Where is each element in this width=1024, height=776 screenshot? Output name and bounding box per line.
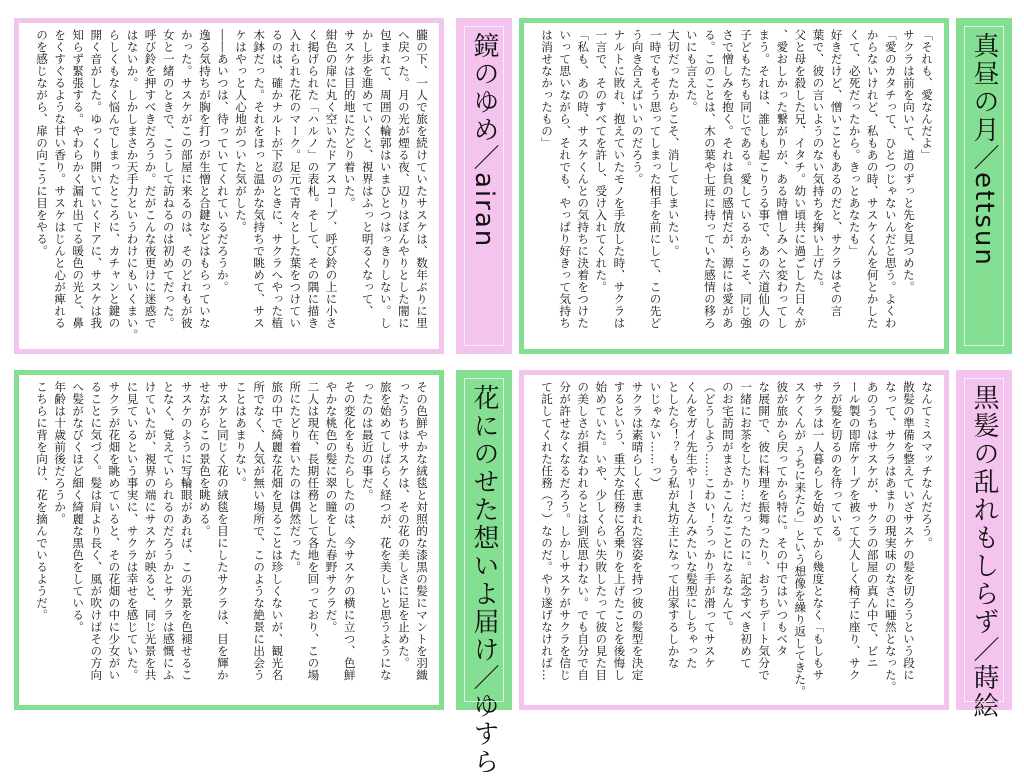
text-line: その色鮮やかな絨毯と対照的な漆黒の髪にマントを羽織 bbox=[415, 381, 429, 681]
text-line: の美しさが損なわれるとは到底思わない。でも自分で自 bbox=[576, 381, 591, 681]
text-line: 所でなく、人気が無い場所で、このような絶景に出会う bbox=[252, 381, 267, 681]
text-line: なんてミスマッチなんだろう。 bbox=[920, 381, 934, 549]
text-line: ったうちはサスケは、その花の美しさに足を止めた。 bbox=[396, 381, 411, 669]
text-line: いって思いながら、それでも、やっぱり好きって気持ち bbox=[558, 29, 573, 329]
panel-top-right-title-tab bbox=[956, 18, 1012, 354]
text-line: ナルトに敗れ、抱えていたモノを手放した時、サクラは bbox=[612, 29, 627, 329]
panel-top-right-body bbox=[538, 29, 936, 345]
text-line: からないけれど、私もあの時、サスケくんを何とかした bbox=[865, 29, 880, 329]
text-line: 木鉢だった。それをほっと温かな気持ちで眺めて、サス bbox=[252, 29, 267, 329]
text-line: ケはやっと人心地がついた気がした。 bbox=[234, 29, 249, 233]
text-line: あのうちはサスケが、サクラの部屋の真ん中で、ビニ bbox=[865, 381, 880, 669]
text-line: スケくんが うちに来たら」という想像を繰り返してきた。 bbox=[793, 381, 808, 698]
text-line: さで憎しみを抱く。それは負の感情だが、源には愛があ bbox=[720, 29, 735, 329]
text-line: 一緒にお茶をしたり…だったのに。記念すべき初めて bbox=[739, 381, 754, 669]
text-line: サスケは目的地にたどり着いた。 bbox=[342, 29, 357, 209]
text-line: ったのは最近の事だ。 bbox=[360, 381, 375, 501]
text-line: くんをガイ先生やリーさんみたいな髪型にしちゃった bbox=[684, 381, 699, 669]
panel-top-left-frame bbox=[14, 18, 444, 354]
text-line: 「愛のカタチって、ひとつじゃないんだと思う。よくわ bbox=[883, 29, 898, 329]
text-line: サクラは前を向いて、道のずっと先を見つめた。 bbox=[901, 29, 916, 293]
text-line: に見ているという事実に、サクラは幸せを感じていた。 bbox=[125, 381, 140, 681]
text-line: けていたが、視界の端にサスケが映ると、同じ光景を共 bbox=[143, 381, 158, 681]
panel-top-right-title: 真昼の月／ettsun bbox=[969, 32, 999, 267]
text-line: なって、サクラはあまりの現実味のなさに唖然となった。 bbox=[883, 381, 898, 693]
text-line: 所にたどり着いたのは偶然だった。 bbox=[288, 381, 303, 573]
text-line: こちらに背を向け、花を摘んでいるようだ。 bbox=[35, 381, 50, 621]
text-line: ことはあまりない。 bbox=[234, 381, 249, 489]
text-line: いにも言えた。 bbox=[684, 29, 699, 113]
text-line: するという、重大な任務に名乗りを上げたことを後悔し bbox=[612, 381, 627, 681]
text-line: 逸る気持ちが胸を打つが生憎と合鍵などはもらっていな bbox=[197, 29, 212, 329]
text-line: く掲げられた「ハルノ」の表札。そして、その隅に描き bbox=[306, 29, 321, 329]
panel-top-left-body bbox=[33, 29, 431, 345]
text-line: としたら！？もう私が丸坊主になって出家するしかな bbox=[666, 381, 681, 669]
text-line: るのは、確かナルトが下忍のときに、サクラへやった植 bbox=[270, 29, 285, 329]
text-line: サクラが花畑を眺めていると、その花畑の中に少女がい bbox=[107, 381, 122, 681]
panel-bottom-right-body bbox=[538, 381, 936, 701]
text-line: 呼び鈴を押すべきだろうか。だがこんな夜更けに迷惑で bbox=[143, 29, 158, 329]
text-line: 好きだけど、憎いこともあるのだと、サクラはその言 bbox=[829, 29, 844, 317]
panel-top-right-frame bbox=[519, 18, 949, 354]
text-line: のを感じながら、扉の向こうに目をやる。 bbox=[35, 29, 50, 257]
text-line: まう。それは、誰しも起こりうる事で、あの六道仙人の bbox=[757, 29, 772, 329]
text-line: 年齢は十歳前後だろうか。 bbox=[53, 381, 68, 525]
text-line: せながらこの景色を眺める。 bbox=[197, 381, 212, 537]
panel-bottom-left-title-tab bbox=[456, 370, 512, 776]
text-line: ることに気づく。髪は肩より長く、風が吹けばその方向 bbox=[89, 381, 104, 681]
text-line: 旅の中で綺麗な花畑を見ることは珍しくないが、観光名 bbox=[270, 381, 285, 681]
text-line: いじゃない……っ） bbox=[648, 381, 663, 489]
text-line: らしくもなく悩んでしまったところに、カチャンと鍵の bbox=[107, 29, 122, 329]
text-line: 旅を始めてしばらく経つが、花を美しいと思うようにな bbox=[378, 381, 393, 681]
text-line: 知らず緊張する。やわらかく漏れ出てる暖色の光と、鼻 bbox=[71, 29, 86, 329]
text-line: はないか。しかしまさか天手力というわけにもいくまい。 bbox=[125, 29, 140, 341]
text-line: 開く音がした。ゆっくり開いていくドアに、サスケは我 bbox=[89, 29, 104, 329]
text-line: へ髪がなびくほど細く綺麗な黒色をしている。 bbox=[71, 381, 86, 633]
text-line: となく、覚えていられるのだろうかとサクラは感慨にふ bbox=[161, 381, 176, 681]
panel-bottom-right-title-tab bbox=[956, 370, 1012, 720]
text-line: サスケと同じく花の絨毯を目にしたサクラは、目を輝か bbox=[215, 381, 230, 681]
text-line: 子どもたちも同じである。愛しているからこそ、同じ強 bbox=[739, 29, 754, 329]
text-line: 葉で、彼の言いようのない気持ちを掬い上げた。 bbox=[811, 29, 826, 293]
text-line: 彼が旅から戻ってから特に。その中ではいつもベタ bbox=[775, 381, 790, 657]
text-line: サクラは一人暮らしを始めてから幾度となく「もしもサ bbox=[811, 381, 826, 681]
panel-top-left-title-tab bbox=[456, 18, 512, 354]
text-line: かし歩を進めていくと、視界はふっと明るくなって、 bbox=[360, 29, 375, 317]
text-line: 「それも、愛なんだよ」 bbox=[920, 29, 934, 161]
text-line: やかな桃色の髪に翠の瞳をした春野サクラだ。 bbox=[324, 381, 339, 633]
text-line: をくすぐるような甘い香り。サスケはじんと心が痺れる bbox=[53, 29, 68, 329]
text-line: る。このことは、木の葉や七班に持っていた感情の移ろ bbox=[702, 29, 717, 329]
text-line: 「私も、あの時、サスケくんとの気持ちに決着をつけた bbox=[576, 29, 591, 329]
text-line: サクラは素晴らしく恵まれた容姿を持つ彼の髪型を決定 bbox=[630, 381, 645, 681]
text-line: （どうしよう……こわい！うっかり手が滑ってサスケ bbox=[702, 381, 717, 669]
text-line: 女と一緒のときで、こうして訪ねるのは初めてだった。 bbox=[161, 29, 176, 329]
text-line: ール製の即席ケープを被って大人しく椅子に座り、サク bbox=[847, 381, 862, 681]
panel-bottom-left-frame bbox=[14, 370, 444, 710]
text-line: 一時でもそう思ってしまった相手を前にして、この先ど bbox=[648, 29, 663, 329]
text-line: 父と母を殺した兄、イタチ。幼い頃共に過ごした日々が bbox=[793, 29, 808, 329]
text-line: な展開で、彼に料理を振舞ったり、おうちデート気分で bbox=[757, 381, 772, 681]
text-line: は消せなかったもの」 bbox=[540, 29, 555, 149]
panel-bottom-left-title: 花にのせた想いよ届け／ゆすら bbox=[469, 384, 499, 776]
text-line: 散髪の準備を整えていざサスケの髪を切ろうという段に bbox=[901, 381, 916, 681]
text-line: 一言で、そのすべてを許し、受け入れてくれた。 bbox=[594, 29, 609, 293]
text-line: その変化をもたらしたのは、今サスケの横に立つ、色鮮 bbox=[342, 381, 357, 681]
text-line: 大切だったからこそ、消してしまいたい。 bbox=[666, 29, 681, 257]
text-line: 、愛おしかった繋がりが、ある時憎しみへと変わってし bbox=[775, 29, 790, 329]
text-line: ラが髪を切るのを待っている。 bbox=[829, 381, 844, 549]
text-line: サスケのように写輪眼があれば、この光景を色褪せるこ bbox=[179, 381, 194, 681]
text-line: ――あいつは、待っていてくれているだろうか。 bbox=[215, 29, 230, 293]
panel-bottom-right-title: 黒髪の乱れもしらず／蒔絵 bbox=[969, 384, 999, 720]
text-line: 二人は現在、長期任務として各地を回っており、この場 bbox=[306, 381, 321, 681]
text-line: くて、必死だったから。きっとあなたも」 bbox=[847, 29, 862, 257]
text-line: かった。サスケがこの部屋に来るのは、そのどれもが彼 bbox=[179, 29, 194, 329]
text-line: へ戻った。月の光が煙る夜、辺りはぼんやりとした闇に bbox=[396, 29, 411, 329]
text-line: 始めていた。いや、少しくらい失敗したって彼の見た目 bbox=[594, 381, 609, 681]
text-line: 分が許せなくなるだろう。しかしサスケがサクラを信じ bbox=[558, 381, 573, 681]
text-line: 紺色の扉に丸く空いたドアスコープ、呼び鈴の上に小さ bbox=[324, 29, 339, 329]
text-line: 包まれて、周囲の輪郭はいまひとつはっきりしない。し bbox=[378, 29, 393, 329]
panel-bottom-right-frame bbox=[519, 370, 949, 710]
text-line: 朧の下、一人で旅を続けていたサスケは、数年ぶりに里 bbox=[415, 29, 429, 329]
panel-bottom-left-body bbox=[33, 381, 431, 701]
text-line: て託してくれた任務（？）なのだ。やり遂げなければ… bbox=[540, 381, 555, 681]
panel-top-left-title: 鏡のゆめ／airan bbox=[469, 32, 499, 249]
text-line: のお宅訪問がまさかこんなことになるなんて。 bbox=[720, 381, 735, 633]
text-line: 入れられた花のマーク。足元で青々とした葉をつけてい bbox=[288, 29, 303, 329]
text-line: う向き合えばいいのだろう。 bbox=[630, 29, 645, 185]
